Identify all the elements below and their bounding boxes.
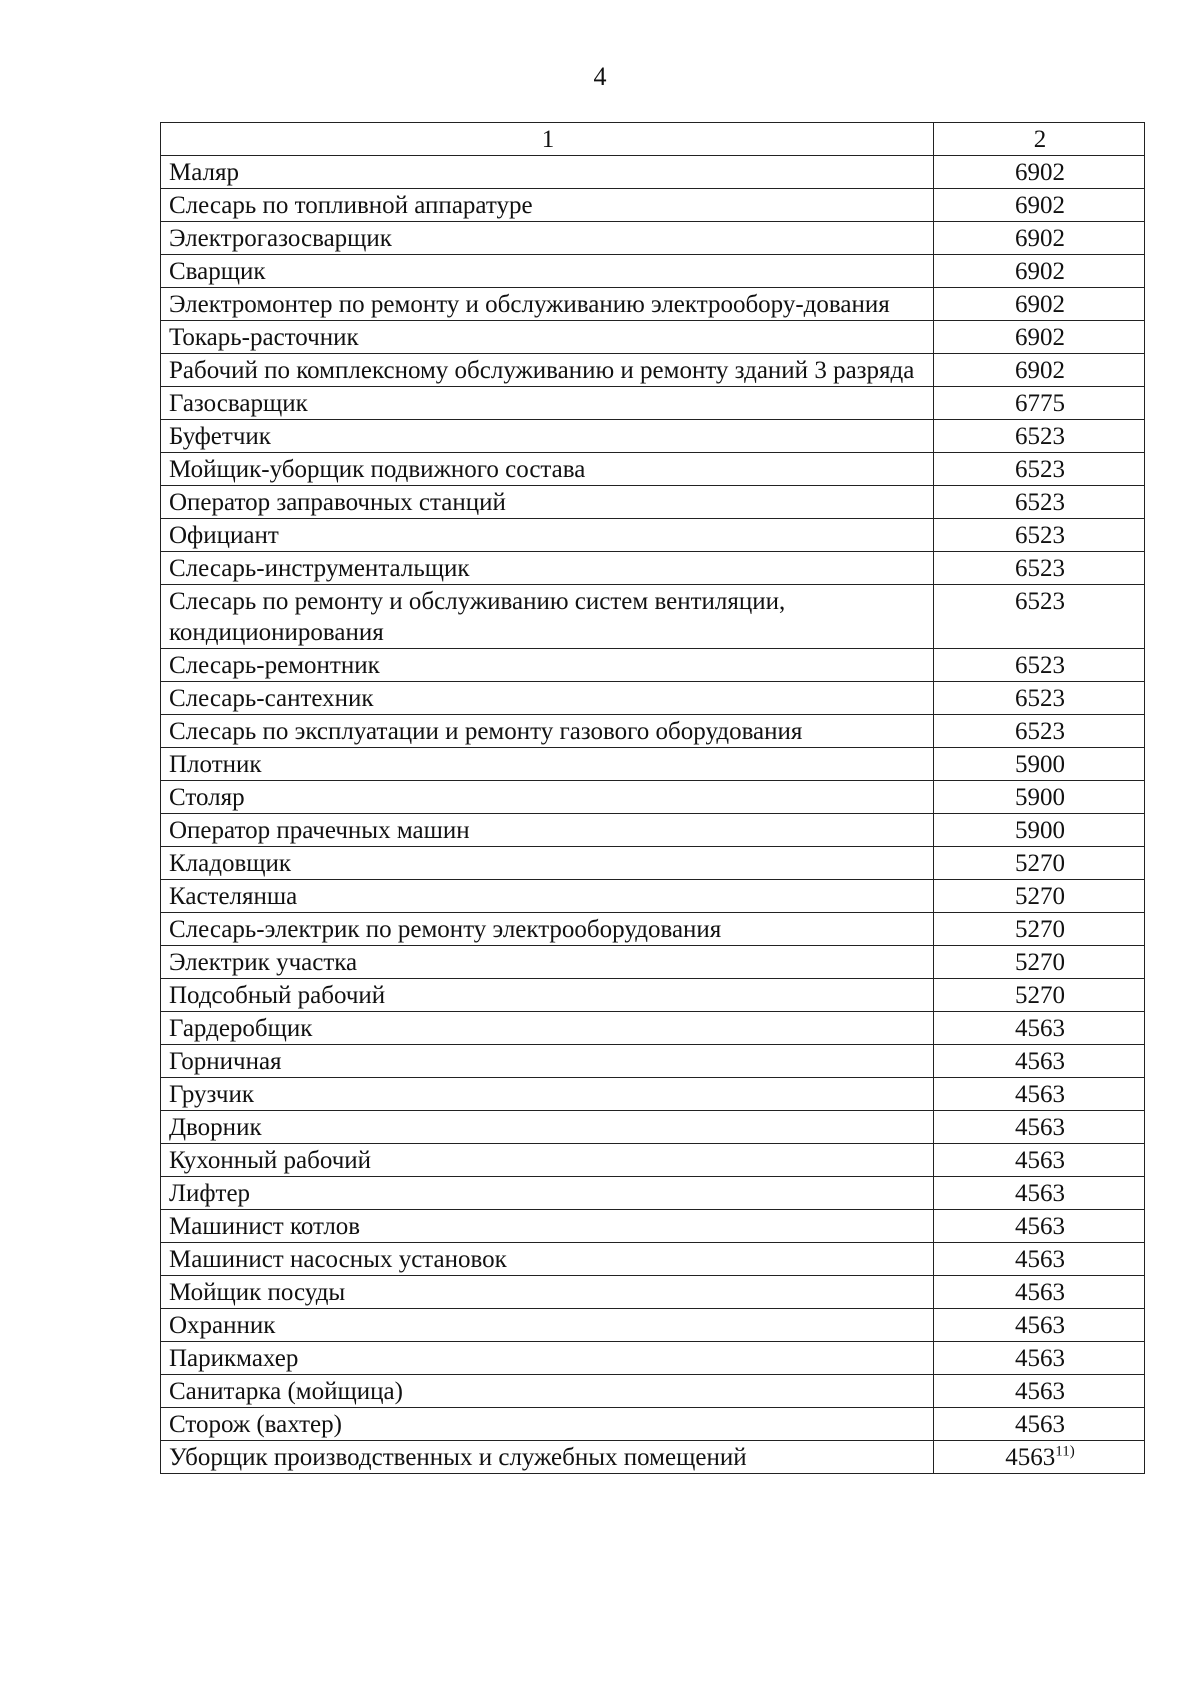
position-name-cell: Парикмахер <box>161 1342 934 1375</box>
salary-value-cell <box>934 1012 1145 1045</box>
salary-value: 5900 <box>1015 784 1065 811</box>
position-name-cell: Электрогазосварщик <box>161 222 934 255</box>
salary-value-cell <box>934 222 1145 255</box>
salary-value: 4563 <box>1015 1015 1065 1042</box>
salary-value-cell <box>934 156 1145 189</box>
position-name-cell: Официант <box>161 519 934 552</box>
position-name-cell: Столяр <box>161 781 934 814</box>
table-row <box>161 453 1145 486</box>
position-name-cell: Токарь-расточник <box>161 321 934 354</box>
salary-value: 4563 <box>1015 1114 1065 1141</box>
salary-value-cell <box>934 1078 1145 1111</box>
page-number: 4 <box>593 62 607 91</box>
position-name-cell: Кастелянша <box>161 880 934 913</box>
salary-value: 4563 <box>1015 1081 1065 1108</box>
salary-value: 6523 <box>1015 423 1065 450</box>
position-name-cell: Кухонный рабочий <box>161 1144 934 1177</box>
salary-value: 4563 <box>1015 1279 1065 1306</box>
salary-value-cell <box>934 814 1145 847</box>
salary-table <box>160 122 1145 1474</box>
salary-value-cell <box>934 781 1145 814</box>
footnote-marker: 11) <box>1055 1443 1075 1460</box>
salary-value-cell <box>934 552 1145 585</box>
table-row <box>161 748 1145 781</box>
table-row <box>161 880 1145 913</box>
table-row <box>161 1375 1145 1408</box>
position-name-cell: Сварщик <box>161 255 934 288</box>
salary-value-cell <box>934 1144 1145 1177</box>
position-name-cell: Лифтер <box>161 1177 934 1210</box>
salary-value-cell <box>934 255 1145 288</box>
salary-value: 4563 <box>1015 1312 1065 1339</box>
table-row <box>161 847 1145 880</box>
salary-value: 4563 <box>1015 1345 1065 1372</box>
position-name-cell: Буфетчик <box>161 420 934 453</box>
salary-value: 6523 <box>1015 555 1065 582</box>
table-row <box>161 814 1145 847</box>
salary-value-cell <box>934 715 1145 748</box>
position-name-cell: Газосварщик <box>161 387 934 420</box>
table-row <box>161 979 1145 1012</box>
table-row <box>161 552 1145 585</box>
salary-value-cell <box>934 979 1145 1012</box>
position-name-cell: Электромонтер по ремонту и обслуживанию электрообору-дования <box>161 288 934 321</box>
table-row <box>161 1276 1145 1309</box>
salary-value-cell <box>934 1408 1145 1441</box>
table-row <box>161 387 1145 420</box>
salary-value-cell <box>934 847 1145 880</box>
position-name-cell: Мойщик-уборщик подвижного состава <box>161 453 934 486</box>
salary-value: 5270 <box>1015 982 1065 1009</box>
position-name-cell: Подсобный рабочий <box>161 979 934 1012</box>
table-row <box>161 1243 1145 1276</box>
salary-value: 6523 <box>1015 588 1065 615</box>
position-name-cell: Санитарка (мойщица) <box>161 1375 934 1408</box>
table-row <box>161 156 1145 189</box>
salary-value-cell <box>934 1111 1145 1144</box>
table-row <box>161 781 1145 814</box>
salary-value-cell <box>934 387 1145 420</box>
table-row <box>161 913 1145 946</box>
salary-value: 4563 <box>1015 1378 1065 1405</box>
table-row <box>161 1210 1145 1243</box>
table-row <box>161 222 1145 255</box>
salary-value: 5270 <box>1015 850 1065 877</box>
table-row <box>161 354 1145 387</box>
position-name-cell: Слесарь по ремонту и обслуживанию систем вентиляции, кондиционирования <box>161 585 934 649</box>
position-name-cell: Слесарь-ремонтник <box>161 649 934 682</box>
salary-value: 5900 <box>1015 751 1065 778</box>
position-name-cell: Слесарь по топливной аппаратуре <box>161 189 934 222</box>
salary-value-cell <box>934 1243 1145 1276</box>
position-name-cell: Слесарь-сантехник <box>161 682 934 715</box>
salary-value: 6902 <box>1015 159 1065 186</box>
salary-value: 6775 <box>1015 390 1065 417</box>
position-name-cell: Электрик участка <box>161 946 934 979</box>
table-row <box>161 946 1145 979</box>
position-name-cell: Оператор прачечных машин <box>161 814 934 847</box>
salary-value: 5270 <box>1015 949 1065 976</box>
salary-value: 5270 <box>1015 883 1065 910</box>
salary-value-cell <box>934 1045 1145 1078</box>
table-row <box>161 1045 1145 1078</box>
salary-value: 6902 <box>1015 258 1065 285</box>
table-row <box>161 255 1145 288</box>
position-name-cell: Слесарь-инструментальщик <box>161 552 934 585</box>
salary-value-cell <box>934 1276 1145 1309</box>
salary-value: 4563 <box>1015 1246 1065 1273</box>
salary-value: 4563 <box>1015 1048 1065 1075</box>
salary-value: 4563 <box>1005 1444 1056 1471</box>
salary-value: 5270 <box>1015 916 1065 943</box>
table-row <box>161 321 1145 354</box>
table-header-row <box>161 123 1145 156</box>
table-row <box>161 649 1145 682</box>
salary-value: 5900 <box>1015 817 1065 844</box>
salary-value-cell <box>934 748 1145 781</box>
salary-value-cell <box>934 321 1145 354</box>
position-name-cell: Машинист котлов <box>161 1210 934 1243</box>
salary-value-cell <box>934 682 1145 715</box>
table-body <box>161 123 1145 1474</box>
salary-value-cell <box>934 354 1145 387</box>
salary-value-cell <box>934 1441 1145 1474</box>
table-row <box>161 288 1145 321</box>
salary-value-cell <box>934 1342 1145 1375</box>
column-header-2: 2 <box>934 123 1145 156</box>
table-row <box>161 519 1145 552</box>
table-row <box>161 1177 1145 1210</box>
position-name-cell: Рабочий по комплексному обслуживанию и ремонту зданий 3 разряда <box>161 354 934 387</box>
table-row <box>161 1342 1145 1375</box>
position-name-cell: Оператор заправочных станций <box>161 486 934 519</box>
position-name-cell: Плотник <box>161 748 934 781</box>
table-row <box>161 1078 1145 1111</box>
position-name-cell: Сторож (вахтер) <box>161 1408 934 1441</box>
salary-value: 6523 <box>1015 522 1065 549</box>
table-row <box>161 1111 1145 1144</box>
position-name-cell: Охранник <box>161 1309 934 1342</box>
salary-value: 6902 <box>1015 357 1065 384</box>
table-row <box>161 1012 1145 1045</box>
salary-value: 4563 <box>1015 1147 1065 1174</box>
salary-value-cell <box>934 453 1145 486</box>
position-name-cell: Дворник <box>161 1111 934 1144</box>
position-name-cell: Слесарь-электрик по ремонту электрооборудования <box>161 913 934 946</box>
salary-value: 4563 <box>1015 1411 1065 1438</box>
position-name-cell: Мойщик посуды <box>161 1276 934 1309</box>
salary-value: 6902 <box>1015 225 1065 252</box>
salary-value: 6523 <box>1015 489 1065 516</box>
salary-value: 4563 <box>1015 1213 1065 1240</box>
salary-value-cell <box>934 519 1145 552</box>
salary-value-cell <box>934 946 1145 979</box>
table-row <box>161 1441 1145 1474</box>
salary-value-cell <box>934 420 1145 453</box>
table-row <box>161 682 1145 715</box>
salary-value: 6902 <box>1015 291 1065 318</box>
salary-value-cell <box>934 649 1145 682</box>
table-row <box>161 1309 1145 1342</box>
salary-value: 6902 <box>1015 192 1065 219</box>
position-name-cell: Маляр <box>161 156 934 189</box>
table-row <box>161 420 1145 453</box>
salary-value-cell <box>934 1177 1145 1210</box>
position-name-cell: Уборщик производственных и служебных помещений <box>161 1441 934 1474</box>
salary-value-cell <box>934 913 1145 946</box>
salary-value-cell <box>934 585 1145 649</box>
salary-value: 4563 <box>1015 1180 1065 1207</box>
salary-value: 6523 <box>1015 718 1065 745</box>
table-row <box>161 486 1145 519</box>
position-name-cell: Кладовщик <box>161 847 934 880</box>
salary-value: 6523 <box>1015 456 1065 483</box>
salary-value-cell <box>934 1309 1145 1342</box>
salary-value-cell <box>934 486 1145 519</box>
table-row <box>161 715 1145 748</box>
salary-value-cell <box>934 1375 1145 1408</box>
table-row <box>161 1408 1145 1441</box>
table-row <box>161 189 1145 222</box>
salary-value-cell <box>934 288 1145 321</box>
table-row <box>161 585 1145 649</box>
salary-value-cell <box>934 880 1145 913</box>
position-name-cell: Гардеробщик <box>161 1012 934 1045</box>
column-header-1: 1 <box>161 123 934 156</box>
salary-value: 6523 <box>1015 652 1065 679</box>
table-row <box>161 1144 1145 1177</box>
position-name-cell: Машинист насосных установок <box>161 1243 934 1276</box>
position-name-cell: Грузчик <box>161 1078 934 1111</box>
salary-value-cell <box>934 189 1145 222</box>
salary-value-cell <box>934 1210 1145 1243</box>
position-name-cell: Горничная <box>161 1045 934 1078</box>
salary-value: 6523 <box>1015 685 1065 712</box>
position-name-cell: Слесарь по эксплуатации и ремонту газового оборудования <box>161 715 934 748</box>
salary-value: 6902 <box>1015 324 1065 351</box>
